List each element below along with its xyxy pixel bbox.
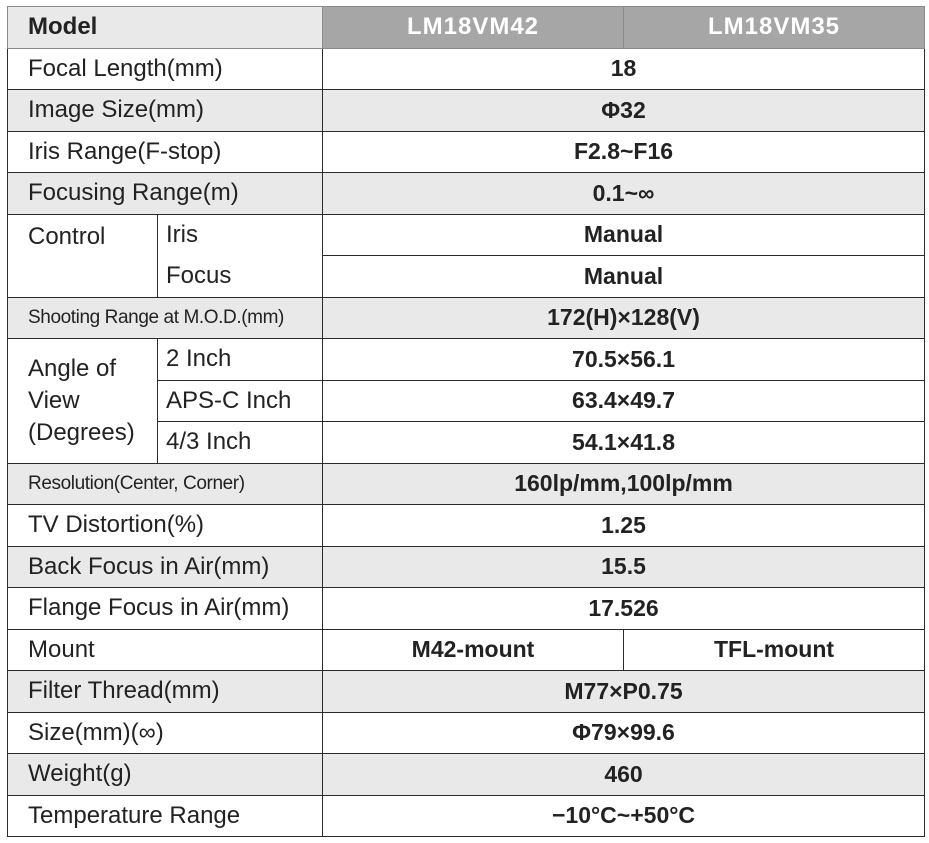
focal-length-label: Focal Length(mm) <box>8 48 323 90</box>
row-tv-distortion <box>8 505 925 547</box>
model-name-1: LM18VM42 <box>323 7 624 49</box>
shooting-range-label: Shooting Range at M.O.D.(mm) <box>8 297 323 339</box>
row-image-size <box>8 90 925 132</box>
spec-table <box>7 6 925 837</box>
image-size-value: Φ32 <box>323 90 925 132</box>
focal-length-value: 18 <box>323 48 925 90</box>
row-weight <box>8 754 925 796</box>
control-iris-value: Manual <box>323 214 925 256</box>
control-focus-label: Focus <box>158 256 323 298</box>
row-size <box>8 712 925 754</box>
angle-item-value: 63.4×49.7 <box>323 380 925 422</box>
angle-of-view-label-line1: Angle of <box>28 354 117 382</box>
weight-value: 460 <box>323 754 925 796</box>
control-label: Control <box>8 214 158 297</box>
angle-item-label: APS-C Inch <box>158 380 323 422</box>
flange-focus-value: 17.526 <box>323 588 925 630</box>
angle-of-view-label-line3: (Degrees) <box>28 418 135 446</box>
header-row <box>8 7 925 49</box>
back-focus-value: 15.5 <box>323 546 925 588</box>
row-back-focus <box>8 546 925 588</box>
resolution-label: Resolution(Center, Corner) <box>8 463 323 505</box>
tv-distortion-value: 1.25 <box>323 505 925 547</box>
angle-of-view-label-line2: View <box>28 386 80 414</box>
temperature-value: −10°C~+50°C <box>323 795 925 837</box>
filter-thread-value: M77×P0.75 <box>323 671 925 713</box>
row-focusing-range <box>8 173 925 215</box>
row-temperature <box>8 795 925 837</box>
focusing-range-value: 0.1~∞ <box>323 173 925 215</box>
model-name-2: LM18VM35 <box>624 7 925 49</box>
temperature-label: Temperature Range <box>8 795 323 837</box>
back-focus-label: Back Focus in Air(mm) <box>8 546 323 588</box>
row-shooting-range <box>8 297 925 339</box>
size-label: Size(mm)(∞) <box>8 712 323 754</box>
tv-distortion-label: TV Distortion(%) <box>8 505 323 547</box>
row-control-iris <box>8 214 925 256</box>
mount-value-2: TFL-mount <box>624 629 925 671</box>
row-mount <box>8 629 925 671</box>
row-resolution <box>8 463 925 505</box>
size-value: Φ79×99.6 <box>323 712 925 754</box>
iris-range-value: F2.8~F16 <box>323 131 925 173</box>
row-flange-focus <box>8 588 925 630</box>
model-label: Model <box>8 7 323 49</box>
angle-item-value: 54.1×41.8 <box>323 422 925 464</box>
row-angle-2inch <box>8 339 925 381</box>
shooting-range-value: 172(H)×128(V) <box>323 297 925 339</box>
control-focus-value: Manual <box>323 256 925 298</box>
flange-focus-label: Flange Focus in Air(mm) <box>8 588 323 630</box>
mount-label: Mount <box>8 629 323 671</box>
angle-of-view-label <box>8 339 158 464</box>
angle-item-label: 4/3 Inch <box>158 422 323 464</box>
weight-label: Weight(g) <box>8 754 323 796</box>
resolution-value: 160lp/mm,100lp/mm <box>323 463 925 505</box>
focusing-range-label: Focusing Range(m) <box>8 173 323 215</box>
row-focal-length <box>8 48 925 90</box>
angle-item-label: 2 Inch <box>158 339 323 381</box>
image-size-label: Image Size(mm) <box>8 90 323 132</box>
filter-thread-label: Filter Thread(mm) <box>8 671 323 713</box>
row-filter-thread <box>8 671 925 713</box>
angle-item-value: 70.5×56.1 <box>323 339 925 381</box>
control-iris-label: Iris <box>158 214 323 256</box>
row-iris-range <box>8 131 925 173</box>
mount-value-1: M42-mount <box>323 629 624 671</box>
iris-range-label: Iris Range(F-stop) <box>8 131 323 173</box>
